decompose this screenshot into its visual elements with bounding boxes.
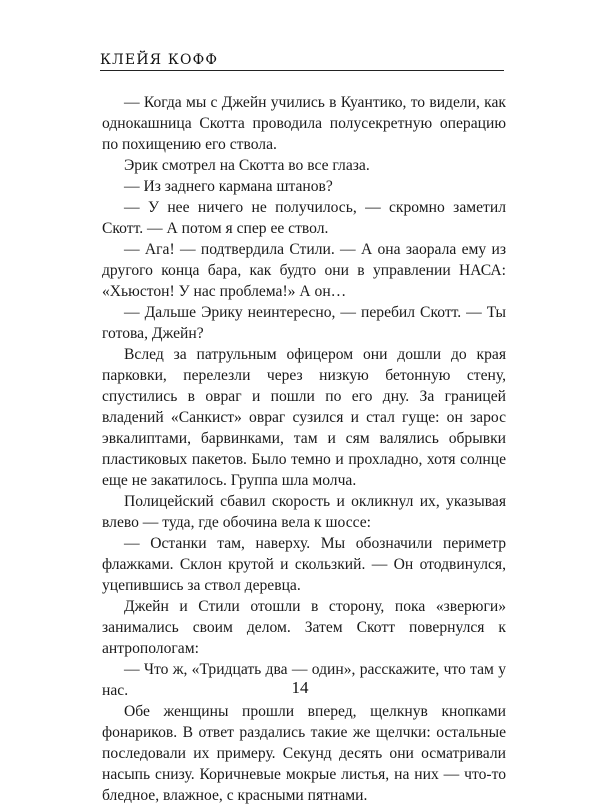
- paragraph: Джейн и Стили отошли в сторону, пока «зверюги» занимались своим делом. Затем Скотт повернулся к антропологам:: [102, 598, 506, 657]
- paragraph: Вслед за патрульным офицером они дошли до края парковки, перелезли через низкую бетонную стену, спустились в овраг и пошли по его дну. За границей владений «Санкист» овраг сузился и стал гуще: он зарос эвкалиптами, барвинками, там и сям валялись обрывки пластиковых пакетов. Было темно и прохладно, хотя солнце еще не закатилось. Группа шла молча.: [102, 346, 506, 489]
- body-text: [102, 92, 506, 806]
- paragraph: — Ага! — подтвердила Стили. — А она заорала ему из другого конца бара, как будто они в управлении НАСА: «Хьюстон! У нас проблема!» А он…: [102, 241, 506, 300]
- paragraph: — Из заднего кармана штанов?: [124, 178, 333, 195]
- running-head-author: КЛЕЙЯ КОФФ: [100, 52, 219, 68]
- paragraph: Эрик смотрел на Скотта во все глаза.: [124, 157, 370, 174]
- paragraph: — Что ж, «Тридцать два — один», расскажите, что там у нас.: [102, 661, 506, 699]
- paragraph: — Останки там, наверху. Мы обозначили периметр флажками. Склон крутой и скользкий. — Он отодвинулся, уцепившись за ствол деревца.: [102, 535, 506, 594]
- paragraph: — У нее ничего не получилось, — скромно заметил Скотт. — А потом я спер ее ствол.: [102, 199, 506, 237]
- header-divider: [100, 70, 504, 71]
- paragraph: Обе женщины прошли вперед, щелкнув кнопками фонариков. В ответ раздались такие же щелчки: остальные последовали их примеру. Секунд десять они осматривали насыпь снизу. Коричневые мокрые листья, на них — что-то бледное, влажное, с красными пятнами.: [102, 703, 506, 804]
- paragraph: Полицейский сбавил скорость и окликнул их, указывая влево — туда, где обочина вела к шоссе:: [102, 493, 506, 531]
- paragraph: — Дальше Эрику неинтересно, — перебил Скотт. — Ты готова, Джейн?: [102, 304, 506, 342]
- page-number: 14: [291, 678, 309, 697]
- paragraph: — Когда мы с Джейн учились в Куантико, то видели, как однокашница Скотта проводила полусекретную операцию по похищению его ствола.: [102, 94, 506, 153]
